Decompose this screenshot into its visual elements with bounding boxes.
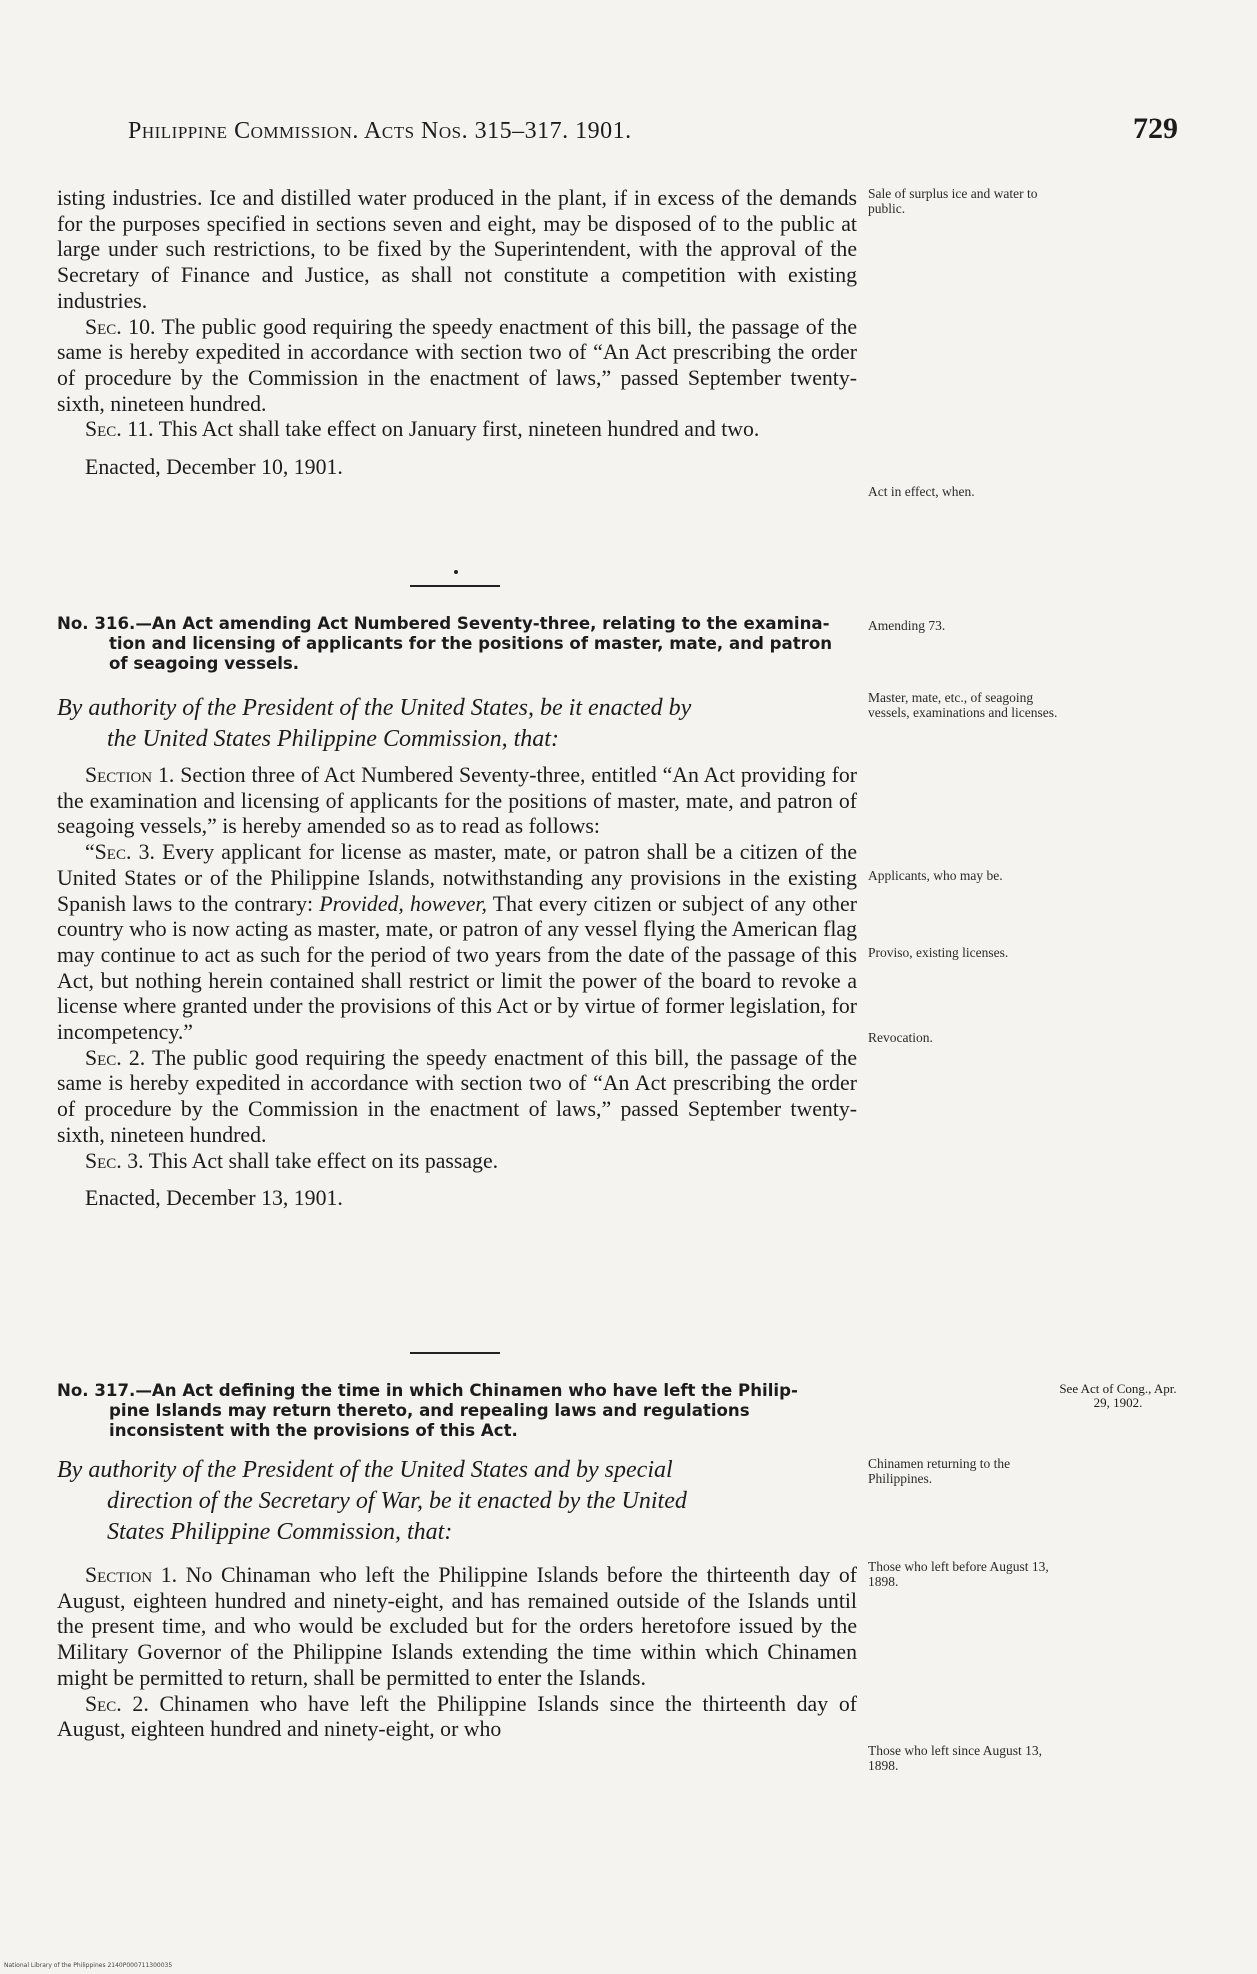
section-text: Section three of Act Numbered Seventy-three, entitled “An Act providing for the examination and licensing of applicants for the positions of master, mate, and patron of seagoing vessels,” is hereby amended so as to read as follows: bbox=[57, 763, 857, 839]
margin-note: Sale of surplus ice and water to public. bbox=[868, 186, 1038, 216]
section-label: Sec. 10. bbox=[85, 314, 156, 339]
paragraph bbox=[57, 417, 857, 443]
section-label: Section 1. bbox=[85, 763, 175, 787]
paragraph: isting industries. Ice and distilled water produced in the plant, if in excess of the demands for the purposes specified in sections seven and eight, may be disposed of to the public at large under such restrictions, to be fixed by the Superintendent, with the approval of the Secretary of Finance and Justice, as shall not constitute a competition with existing industries. bbox=[57, 186, 857, 313]
margin-note: Master, mate, etc., of seagoing vessels, examinations and licenses. bbox=[868, 690, 1058, 720]
paragraph bbox=[57, 1692, 857, 1743]
act-title-line: of seagoing vessels. bbox=[109, 654, 300, 673]
margin-note: Act in effect, when. bbox=[868, 484, 975, 499]
act-number: No. 316. bbox=[57, 614, 136, 633]
enacting-clause-line: the United States Philippine Commission, that: bbox=[107, 726, 559, 752]
enacting-clause-line: By authority of the President of the United States and by special bbox=[57, 1457, 673, 1483]
section-label: Sec. 11. bbox=[85, 417, 154, 442]
paragraph bbox=[57, 1046, 857, 1149]
section-text: This Act shall take effect on January first, nineteen hundred and two. bbox=[153, 417, 760, 442]
margin-note: Proviso, existing licenses. bbox=[868, 945, 1009, 960]
section-text: Chinamen who have left the Philippine Islands since the thirteenth day of August, eighteen hundred and ninety-eight, or who bbox=[57, 1691, 857, 1742]
act-number: No. 317. bbox=[57, 1381, 136, 1400]
margin-note: Chinamen returning to the Philippines. bbox=[868, 1456, 1011, 1486]
margin-note: Amending 73. bbox=[868, 618, 946, 633]
act-316-enacting-clause bbox=[57, 693, 857, 755]
section-text: The public good requiring the speedy enactment of this bill, the passage of the same is hereby expedited in accordance with section two of “An Act prescribing the order of procedure by the Commission in the enactment of laws,” passed September twenty-sixth, nineteen hundred. bbox=[57, 1045, 857, 1147]
margin-note: Applicants, who may be. bbox=[868, 868, 1003, 883]
paragraph bbox=[57, 763, 857, 840]
act-title-line: pine Islands may return thereto, and repealing laws and regulations bbox=[109, 1401, 750, 1420]
enacted-line: Enacted, December 10, 1901. bbox=[85, 455, 343, 480]
act-316-title bbox=[57, 614, 857, 674]
enacting-clause-line: direction of the Secretary of War, be it enacted by the United bbox=[107, 1488, 687, 1514]
section-label: “Sec. 3. bbox=[85, 840, 155, 865]
proviso-text: Provided, however, bbox=[319, 891, 487, 916]
separator-rule bbox=[410, 585, 500, 587]
page-number: 729 bbox=[1133, 112, 1178, 145]
section-text: That every citizen or subject of any other country who is now acting as master, mate, or patron of any vessel flying the American flag may continue to act as such for the period of two years from the date of the passage of this Act, but nothing herein contained shall restrict or limit the power of the board to revoke a license where granted under the provisions of this Act or by virtue of former legislation, for incompetency.” bbox=[57, 891, 857, 1045]
enacting-clause-line: States Philippine Commission, that: bbox=[107, 1519, 453, 1545]
margin-note: Those who left before August 13, 1898. bbox=[868, 1559, 1049, 1589]
paragraph bbox=[57, 840, 857, 1046]
margin-note-cross-reference: See Act of Cong., Apr. 29, 1902. bbox=[1059, 1381, 1177, 1410]
enacting-clause-line: By authority of the President of the United States, be it enacted by bbox=[57, 695, 692, 721]
paragraph bbox=[57, 1563, 857, 1692]
section-label: Sec. 3. bbox=[85, 1148, 144, 1173]
section-text: No Chinaman who left the Philippine Islands before the thirteenth day of August, eighteen hundred and ninety-eight, and has remained outside of the Islands until the present time, and who would be excluded but for the orders heretofore issued by the Military Governor of the Philippine Islands extending the time within which Chinamen might be permitted to return, shall be permitted to enter the Islands. bbox=[57, 1563, 857, 1690]
act-title-line: —An Act amending Act Numbered Seventy-three, relating to the examina- bbox=[135, 614, 830, 633]
paragraph bbox=[57, 1149, 857, 1175]
act-title-line: inconsistent with the provisions of this Act. bbox=[109, 1421, 518, 1440]
page-header bbox=[128, 112, 1178, 158]
section-label: Sec. 2. bbox=[85, 1691, 149, 1716]
act-title-line: tion and licensing of applicants for the positions of master, mate, and patron bbox=[109, 634, 833, 653]
section-label: Section 1. bbox=[85, 1563, 178, 1587]
enacted-line: Enacted, December 13, 1901. bbox=[85, 1186, 343, 1211]
act-316-body bbox=[57, 763, 857, 1212]
section-text: The public good requiring the speedy enactment of this bill, the passage of the same is hereby expedited in accordance with section two of “An Act prescribing the order of procedure by the Commission in the enactment of laws,” passed September twenty-sixth, nineteen hundred. bbox=[57, 314, 857, 416]
act-title-line: —An Act defining the time in which Chinamen who have left the Philip- bbox=[135, 1381, 798, 1400]
act-315-continuation bbox=[57, 186, 857, 481]
margin-note: Revocation. bbox=[868, 1030, 933, 1045]
act-317-title bbox=[57, 1381, 857, 1441]
separator-rule bbox=[410, 1352, 500, 1354]
paragraph bbox=[57, 315, 857, 418]
section-text: This Act shall take effect on its passage. bbox=[143, 1148, 499, 1173]
section-text: Every applicant for license as master, mate, or patron shall be a citizen of the United States or of the Philippine Islands, notwithstanding any provisions in the existing Spanish laws to the contrary: bbox=[57, 840, 858, 916]
section-label: Sec. 2. bbox=[85, 1045, 146, 1070]
margin-note: Those who left since August 13, 1898. bbox=[868, 1743, 1042, 1773]
act-317-enacting-clause bbox=[57, 1455, 857, 1548]
separator-dot bbox=[454, 570, 458, 574]
running-head: Philippine Commission. Acts Nos. 315–317. 1901. bbox=[128, 118, 632, 144]
scan-footer: National Library of the Philippines 2140P000711300035 bbox=[4, 1962, 173, 1969]
act-317-body bbox=[57, 1563, 857, 1743]
